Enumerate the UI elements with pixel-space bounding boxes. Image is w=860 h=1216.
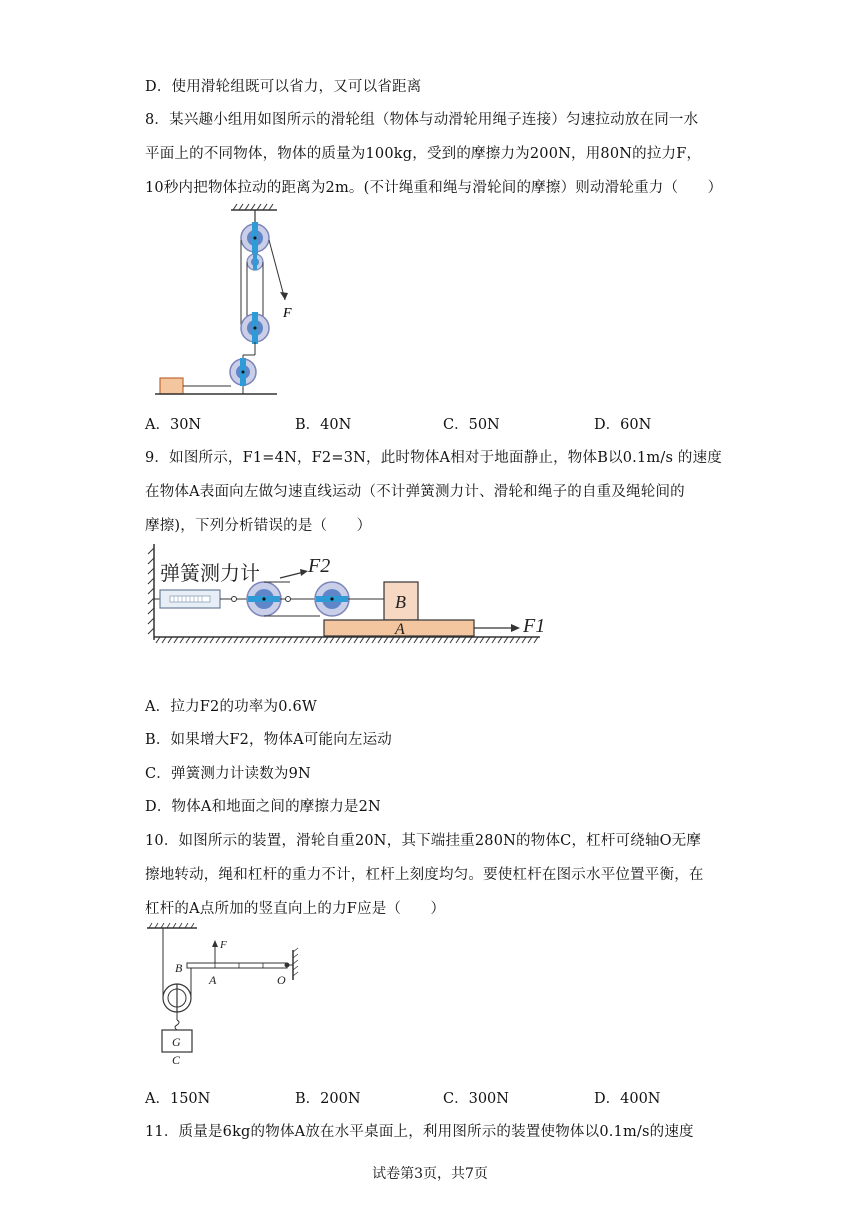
q8-option-d[interactable]: D．60N — [594, 417, 652, 433]
q8-pulley-figure — [155, 200, 325, 400]
q10-option-b[interactable]: B．200N — [295, 1091, 361, 1107]
q10-label-o: O — [277, 973, 286, 987]
q10-line-2: 擦地转动，绳和杠杆的重力不计，杠杆上刻度均匀。要使杠杆在图示水平位置平衡，在 — [145, 867, 704, 883]
q10-label-c: C — [172, 1053, 181, 1067]
page-footer: 试卷第3页，共7页 — [372, 1166, 488, 1182]
q8-options — [145, 413, 745, 433]
q8-line-1: 8．某兴趣小组用如图所示的滑轮组（物体与动滑轮用绳子连接）匀速拉动放在同一水 — [145, 112, 699, 128]
q8-option-b[interactable]: B．40N — [295, 417, 352, 433]
q10-line-3: 杠杆的A点所加的竖直向上的力F应是（ ） — [145, 901, 446, 917]
q10-option-a[interactable]: A．150N — [145, 1091, 211, 1107]
q9-line-3: 摩擦)，下列分析错误的是（ ） — [145, 518, 372, 534]
q10-lever-figure — [145, 922, 310, 1067]
q10-label-a: A — [209, 973, 217, 987]
q9-block-a: A — [395, 621, 405, 638]
q9-spring-label: 弹簧测力计 — [160, 563, 260, 585]
q10-line-1: 10．如图所示的装置，滑轮自重20N，其下端挂重280N的物体C，杠杆可绕轴O无摩 — [145, 833, 702, 849]
q9-option-a[interactable]: A．拉力F2的功率为0.6W — [145, 699, 318, 715]
q11-line-1: 11．质量是6kg的物体A放在水平桌面上，利用图所示的装置使物体以0.1m/s的速度 — [145, 1124, 694, 1140]
q8-option-c[interactable]: C．50N — [443, 417, 500, 433]
q9-spring-pulley-figure — [140, 540, 560, 650]
q10-options — [145, 1087, 745, 1107]
q9-f2-label: F2 — [308, 555, 331, 577]
q10-label-b: B — [175, 961, 183, 975]
q9-line-1: 9．如图所示，F1=4N，F2=3N，此时物体A相对于地面静止，物体B以0.1m/s 的速度 — [145, 450, 722, 466]
q8-line-3: 10秒内把物体拉动的距离为2m。(不计绳重和绳与滑轮间的摩擦）则动滑轮重力（ ） — [145, 180, 723, 196]
q10-option-c[interactable]: C．300N — [443, 1091, 509, 1107]
q7-option-d: D．使用滑轮组既可以省力，又可以省距离 — [145, 79, 422, 95]
q10-label-g: G — [172, 1035, 181, 1049]
q8-force-label: F — [283, 306, 292, 321]
q9-block-b: B — [395, 592, 406, 612]
q9-option-b[interactable]: B．如果增大F2，物体A可能向左运动 — [145, 732, 393, 748]
q9-line-2: 在物体A表面向左做匀速直线运动（不计弹簧测力计、滑轮和绳子的自重及绳轮间的 — [145, 484, 685, 500]
q9-option-d[interactable]: D．物体A和地面之间的摩擦力是2N — [145, 799, 381, 815]
q8-option-a[interactable]: A．30N — [145, 417, 202, 433]
q8-line-2: 平面上的不同物体，物体的质量为100kg，受到的摩擦力为200N，用80N的拉力F， — [145, 146, 702, 162]
q9-option-c[interactable]: C．弹簧测力计读数为9N — [145, 766, 311, 782]
q10-label-f: F — [220, 939, 227, 951]
q9-f1-label: F1 — [523, 615, 546, 637]
q10-option-d[interactable]: D．400N — [594, 1091, 661, 1107]
